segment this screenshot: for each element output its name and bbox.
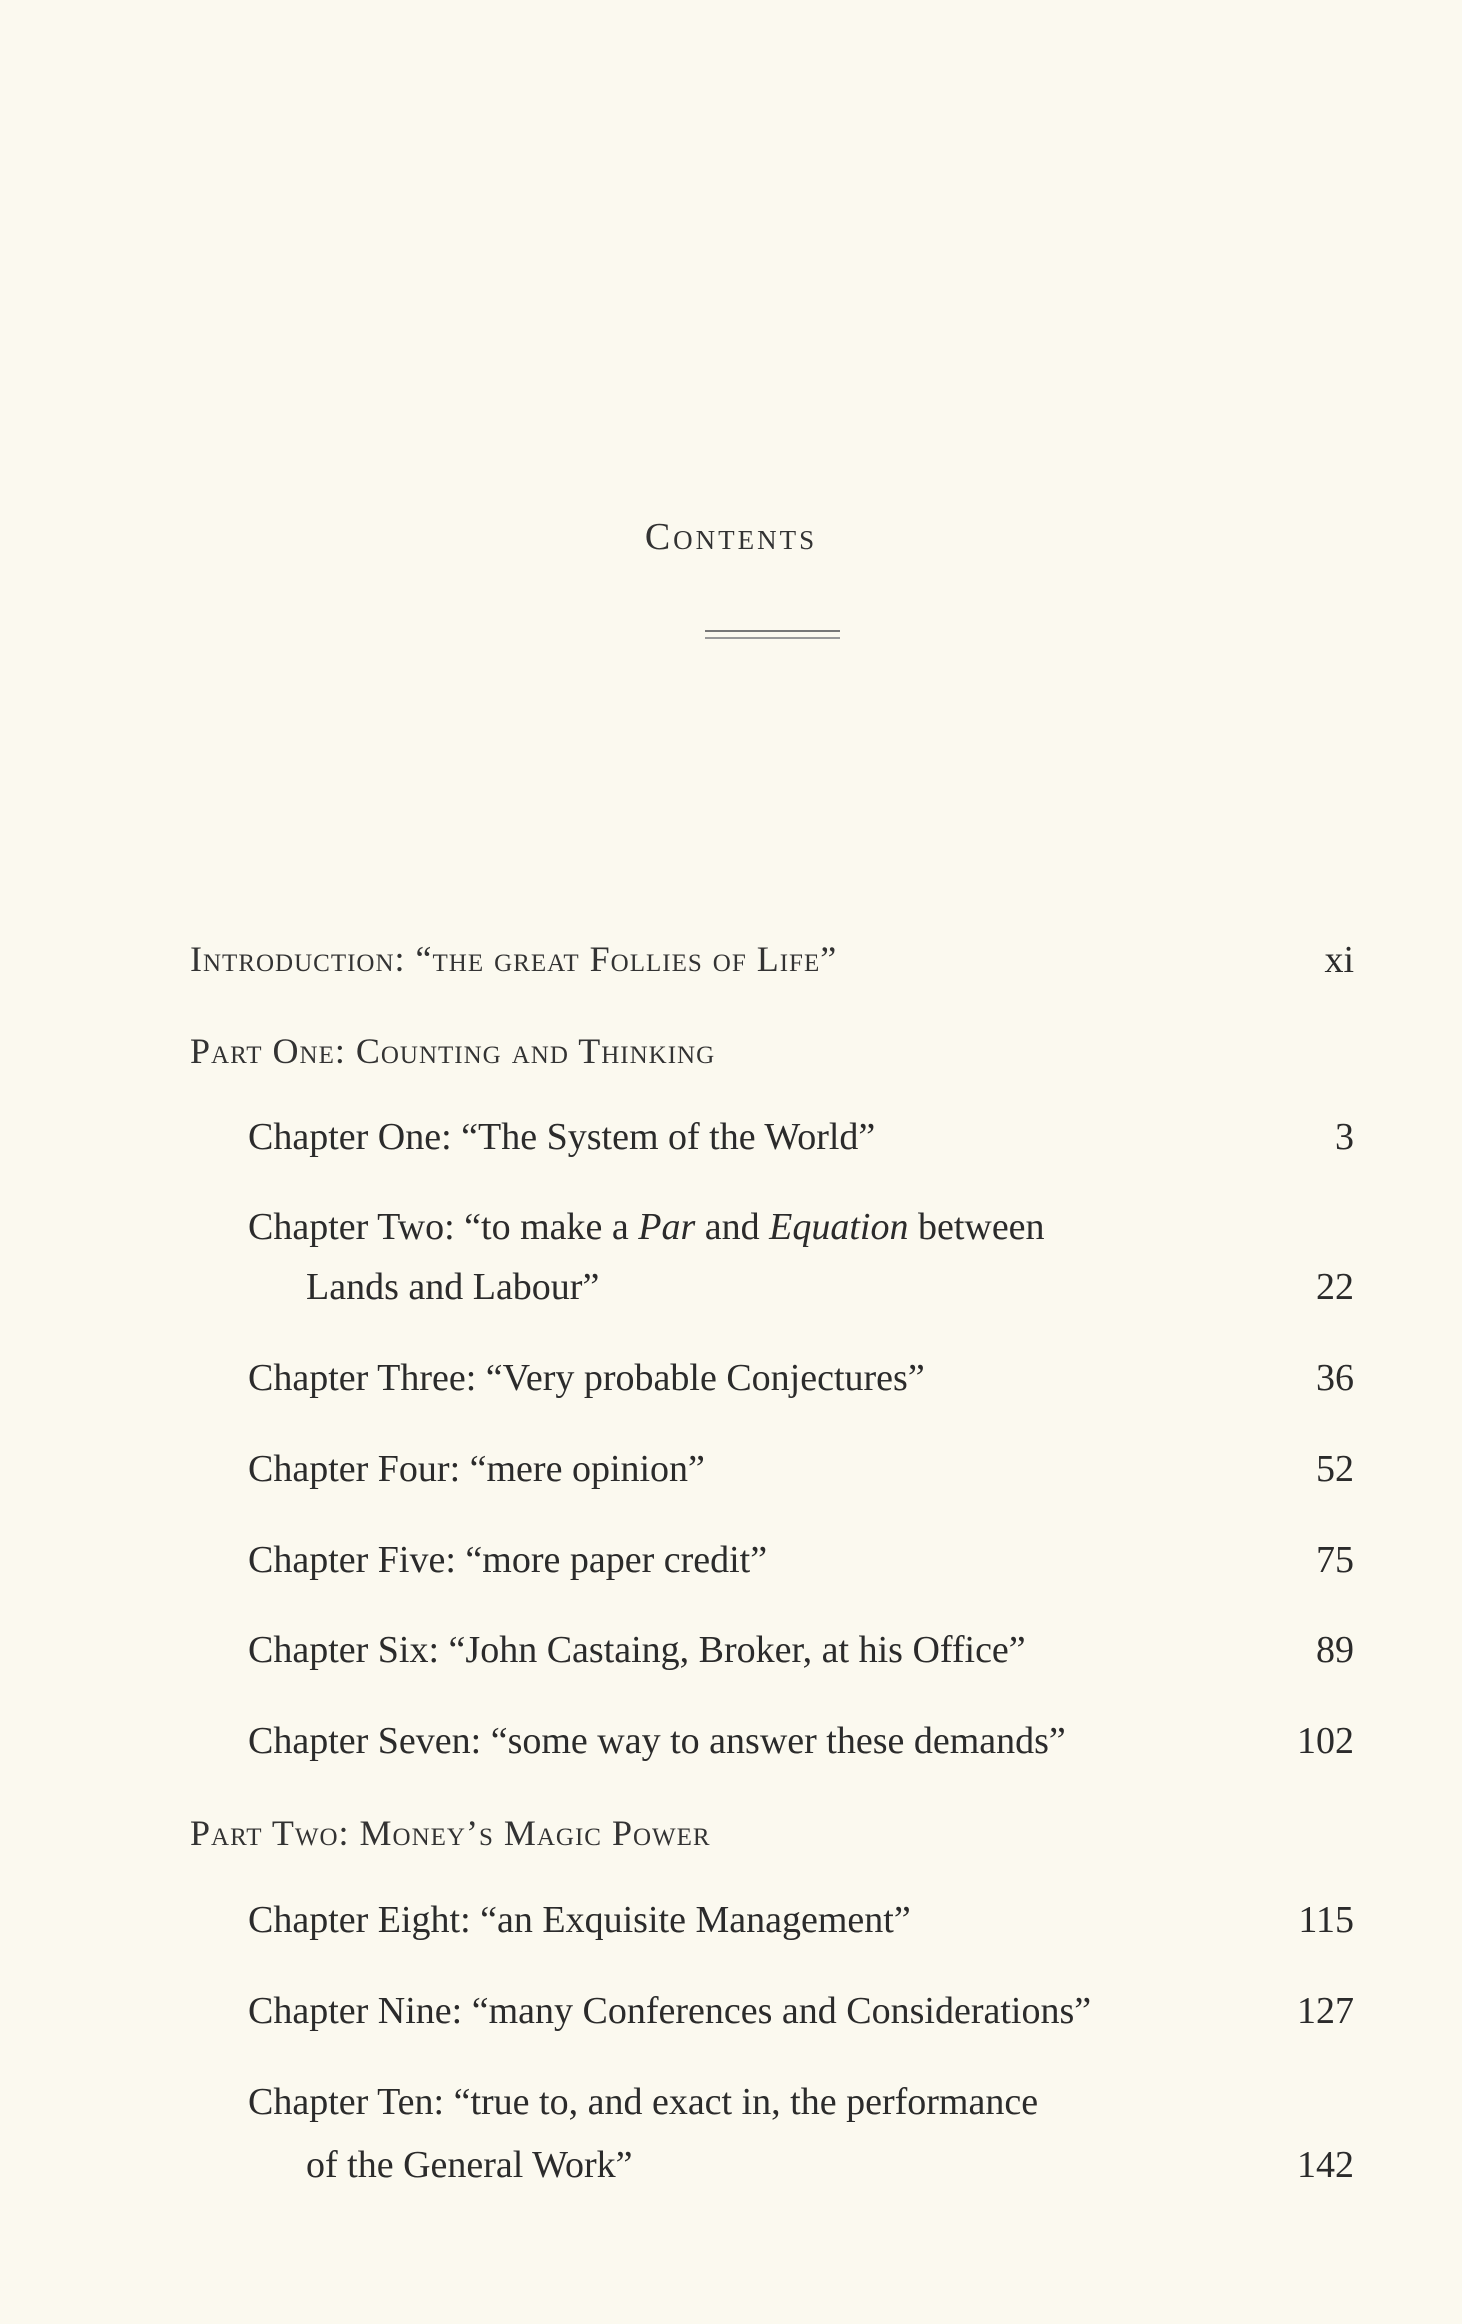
part-label: Part Two: Money’s Magic Power — [190, 1813, 711, 1853]
toc-page-number: 22 — [1316, 1266, 1354, 1308]
toc-entry-label: Chapter Eight: “an Exquisite Management” — [248, 1899, 911, 1941]
toc-entry-label-line2: Lands and Labour” — [306, 1266, 600, 1308]
toc-page-number: 89 — [1316, 1629, 1354, 1671]
rule-line-bottom — [705, 637, 840, 639]
label-part: between — [908, 1206, 1045, 1248]
toc-entry-label: Chapter Three: “Very probable Conjectures” — [248, 1357, 925, 1399]
label-part: Chapter Two: “to make a — [248, 1206, 639, 1248]
label-part: and — [695, 1206, 770, 1248]
toc-entry-label: Chapter Seven: “some way to answer these demands” — [248, 1720, 1066, 1762]
toc-page-number: 127 — [1297, 1990, 1354, 2032]
toc-page-number: 115 — [1298, 1899, 1354, 1941]
label-italic-par: Par — [638, 1206, 696, 1248]
toc-page-number: 75 — [1316, 1539, 1354, 1581]
toc-page-number: 52 — [1316, 1448, 1354, 1490]
toc-entry-label: Introduction: “the great Follies of Life” — [190, 939, 838, 979]
toc-entry-label-line2: of the General Work” — [306, 2144, 633, 2186]
toc-entry-label-line1 — [248, 1205, 1045, 1249]
toc-entry-label-line1: Chapter Ten: “true to, and exact in, the performance — [248, 2081, 1039, 2123]
toc-entry-label: Chapter Nine: “many Conferences and Considerations” — [248, 1990, 1092, 2032]
label-italic-equation: Equation — [769, 1206, 909, 1248]
title-ornament-rule — [705, 630, 840, 639]
page-title: Contents — [644, 516, 818, 558]
toc-entry-label: Chapter Five: “more paper credit” — [248, 1539, 768, 1581]
toc-entry-label: Chapter One: “The System of the World” — [248, 1116, 876, 1158]
toc-page-number: 3 — [1335, 1116, 1354, 1158]
part-label: Part One: Counting and Thinking — [190, 1031, 716, 1071]
toc-page-number: 142 — [1297, 2144, 1354, 2186]
toc-entry-label: Chapter Six: “John Castaing, Broker, at his Office” — [248, 1629, 1026, 1671]
toc-page-number: 102 — [1297, 1720, 1354, 1762]
toc-page-number: xi — [1324, 939, 1354, 981]
toc-page-number: 36 — [1316, 1357, 1354, 1399]
toc-entry-label: Chapter Four: “mere opinion” — [248, 1448, 705, 1490]
rule-line-top — [705, 630, 840, 632]
